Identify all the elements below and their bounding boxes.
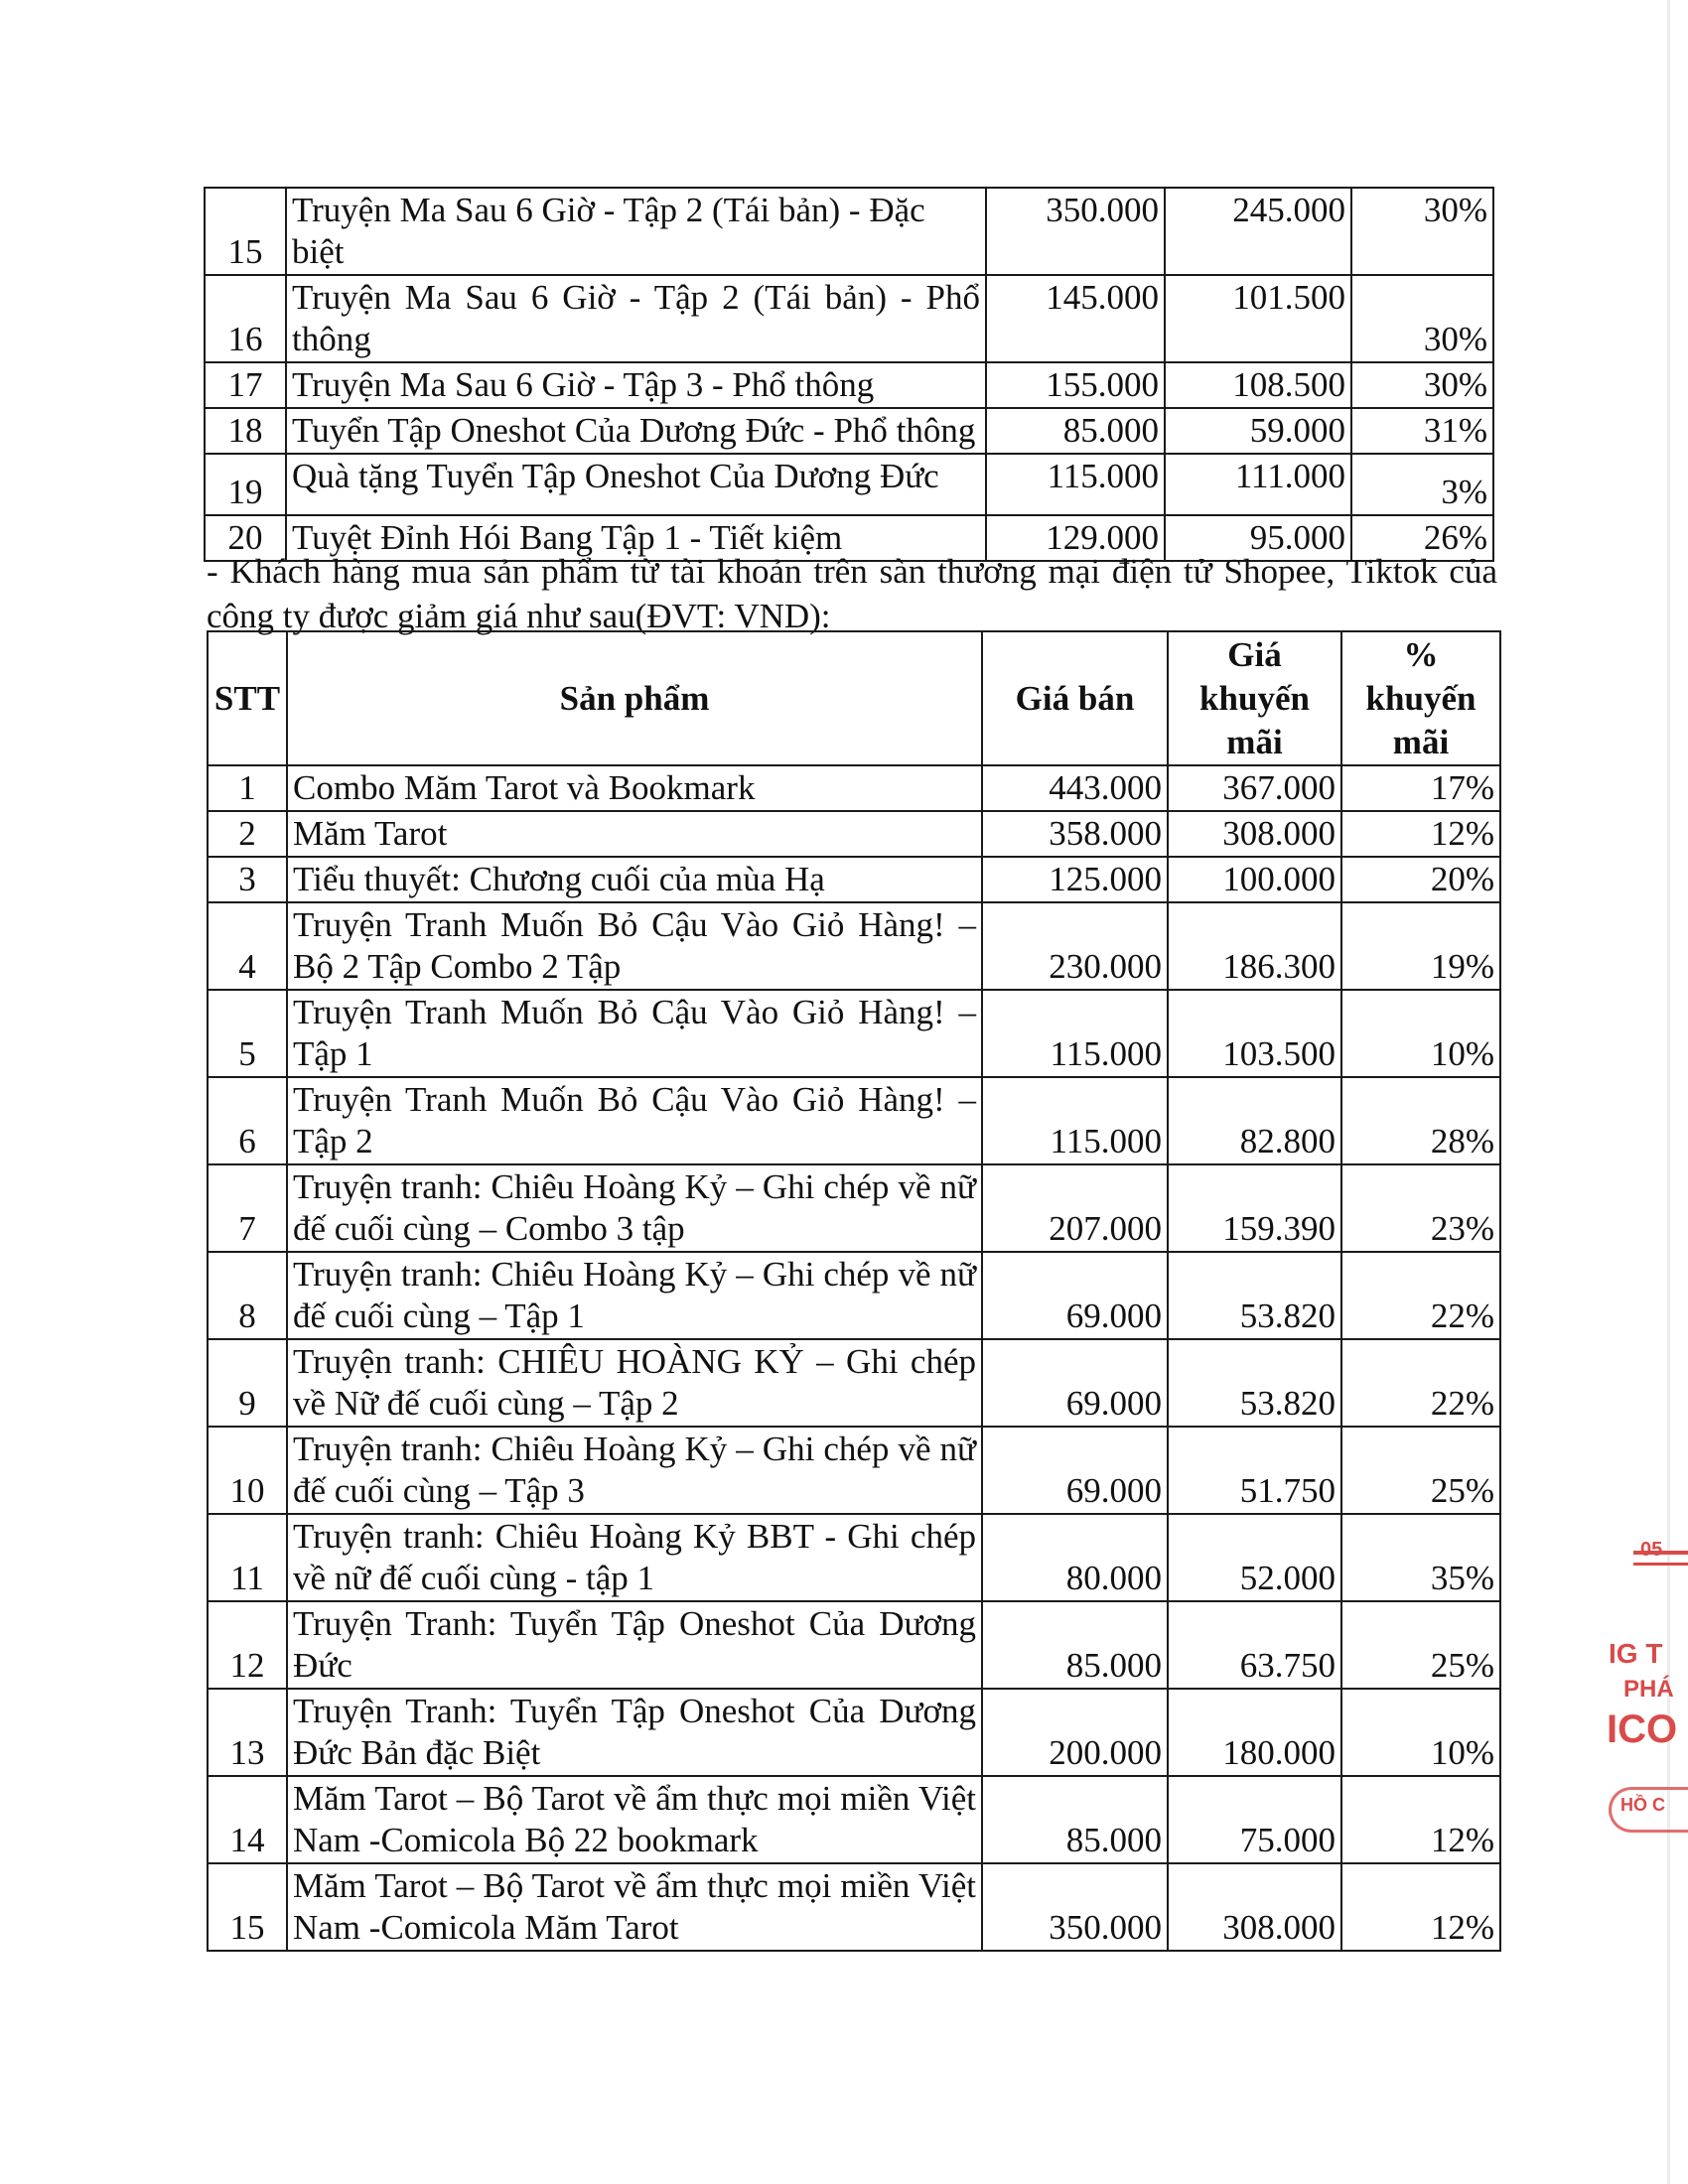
- row-discount: 28%: [1341, 1077, 1500, 1164]
- row-discount: 30%: [1351, 362, 1493, 408]
- row-promo-price: 308.000: [1168, 1863, 1341, 1951]
- row-discount: 20%: [1341, 857, 1500, 902]
- row-price: 69.000: [982, 1339, 1168, 1427]
- table-row: [208, 765, 1500, 811]
- row-promo-price: 63.750: [1168, 1601, 1341, 1689]
- row-price: 115.000: [982, 990, 1168, 1077]
- row-stt: 9: [208, 1339, 287, 1427]
- row-price: 129.000: [986, 515, 1165, 561]
- row-price: 115.000: [982, 1077, 1168, 1164]
- row-product: Truyện Tranh Muốn Bỏ Cậu Vào Giỏ Hàng! – Tập 2: [287, 1077, 982, 1164]
- row-stt: 4: [208, 902, 287, 990]
- row-product: Măm Tarot: [287, 811, 982, 857]
- row-promo-price: 51.750: [1168, 1427, 1341, 1514]
- row-discount: 31%: [1351, 408, 1493, 454]
- row-price: 145.000: [986, 275, 1165, 362]
- table-row: [208, 990, 1500, 1077]
- seal-text: IG T: [1609, 1638, 1663, 1669]
- row-discount: 25%: [1341, 1427, 1500, 1514]
- header-promo-price: Giá khuyến mãi: [1168, 631, 1341, 765]
- row-product: Truyện tranh: Chiêu Hoàng Kỷ – Ghi chép về nữ đế cuối cùng – Combo 3 tập: [287, 1164, 982, 1252]
- row-price: 358.000: [982, 811, 1168, 857]
- row-promo-price: 103.500: [1168, 990, 1341, 1077]
- row-product: Quà tặng Tuyển Tập Oneshot Của Dương Đức: [286, 454, 986, 515]
- row-discount: 26%: [1351, 515, 1493, 561]
- row-stt: 15: [208, 1863, 287, 1951]
- row-price: 125.000: [982, 857, 1168, 902]
- table-row: [208, 857, 1500, 902]
- row-price: 115.000: [986, 454, 1165, 515]
- row-stt: 20: [205, 515, 286, 561]
- row-promo-price: 186.300: [1168, 902, 1341, 990]
- price-table-continued: [204, 187, 1494, 562]
- row-promo-price: 95.000: [1165, 515, 1351, 561]
- row-stt: 12: [208, 1601, 287, 1689]
- table-row: [205, 275, 1493, 362]
- row-stt: 16: [205, 275, 286, 362]
- row-promo-price: 108.500: [1165, 362, 1351, 408]
- row-price: 200.000: [982, 1689, 1168, 1776]
- row-discount: 10%: [1341, 1689, 1500, 1776]
- intro-paragraph: - Khách hàng mua sản phẩm từ tài khoản trên sàn thương mại điện tử Shopee, Tiktok của công ty được giảm giá như sau(ĐVT: VND):: [207, 552, 1497, 635]
- table-row: [208, 1077, 1500, 1164]
- table-row: [208, 1164, 1500, 1252]
- table-row: [205, 188, 1493, 275]
- row-discount: 30%: [1351, 188, 1493, 275]
- row-price: 85.000: [982, 1601, 1168, 1689]
- row-product: Truyện tranh: Chiêu Hoàng Kỷ BBT - Ghi chép về nữ đế cuối cùng - tập 1: [287, 1514, 982, 1601]
- row-product: Truyện tranh: Chiêu Hoàng Kỷ – Ghi chép về nữ đế cuối cùng – Tập 3: [287, 1427, 982, 1514]
- row-stt: 3: [208, 857, 287, 902]
- row-promo-price: 111.000: [1165, 454, 1351, 515]
- row-promo-price: 100.000: [1168, 857, 1341, 902]
- row-stt: 1: [208, 765, 287, 811]
- row-product: Tuyển Tập Oneshot Của Dương Đức - Phổ thông: [286, 408, 986, 454]
- table-row: [208, 1427, 1500, 1514]
- row-stt: 18: [205, 408, 286, 454]
- row-product: Truyện Ma Sau 6 Giờ - Tập 3 - Phổ thông: [286, 362, 986, 408]
- row-discount: 19%: [1341, 902, 1500, 990]
- row-discount: 12%: [1341, 1776, 1500, 1863]
- row-stt: 10: [208, 1427, 287, 1514]
- row-price: 350.000: [986, 188, 1165, 275]
- row-discount: 12%: [1341, 811, 1500, 857]
- row-discount: 10%: [1341, 990, 1500, 1077]
- row-stt: 13: [208, 1689, 287, 1776]
- row-price: 69.000: [982, 1252, 1168, 1339]
- row-stt: 11: [208, 1514, 287, 1601]
- table-header-row: [208, 631, 1500, 765]
- row-discount: 17%: [1341, 765, 1500, 811]
- table-row: [205, 454, 1493, 515]
- row-product: Truyện Tranh Muốn Bỏ Cậu Vào Giỏ Hàng! – Tập 1: [287, 990, 982, 1077]
- row-product: Truyện Tranh: Tuyển Tập Oneshot Của Dương Đức: [287, 1601, 982, 1689]
- table-row: [205, 362, 1493, 408]
- row-promo-price: 367.000: [1168, 765, 1341, 811]
- table-row: [208, 1689, 1500, 1776]
- seal-text: 05: [1640, 1539, 1663, 1561]
- header-discount: % khuyến mãi: [1341, 631, 1500, 765]
- row-price: 85.000: [986, 408, 1165, 454]
- row-product: Truyện Ma Sau 6 Giờ - Tập 2 (Tái bản) - Phổ thông: [286, 275, 986, 362]
- row-discount: 30%: [1351, 275, 1493, 362]
- company-seal-fragment: [1589, 1539, 1688, 1976]
- row-price: 80.000: [982, 1514, 1168, 1601]
- row-stt: 2: [208, 811, 287, 857]
- row-discount: 12%: [1341, 1863, 1500, 1951]
- row-promo-price: 159.390: [1168, 1164, 1341, 1252]
- promotion-price-table: [207, 630, 1501, 1952]
- row-stt: 17: [205, 362, 286, 408]
- row-stt: 19: [205, 454, 286, 515]
- header-product: Sản phẩm: [287, 631, 982, 765]
- row-promo-price: 308.000: [1168, 811, 1341, 857]
- row-price: 85.000: [982, 1776, 1168, 1863]
- row-promo-price: 53.820: [1168, 1252, 1341, 1339]
- row-discount: 22%: [1341, 1339, 1500, 1427]
- row-promo-price: 101.500: [1165, 275, 1351, 362]
- row-discount: 23%: [1341, 1164, 1500, 1252]
- row-stt: 14: [208, 1776, 287, 1863]
- row-product: Truyện Tranh Muốn Bỏ Cậu Vào Giỏ Hàng! – Bộ 2 Tập Combo 2 Tập: [287, 902, 982, 990]
- row-product: Truyện Tranh: Tuyển Tập Oneshot Của Dương Đức Bản đặc Biệt: [287, 1689, 982, 1776]
- table-row: [208, 811, 1500, 857]
- row-stt: 7: [208, 1164, 287, 1252]
- seal-text: HỒ C: [1620, 1795, 1665, 1815]
- table-row: [205, 408, 1493, 454]
- row-stt: 8: [208, 1252, 287, 1339]
- row-product: Măm Tarot – Bộ Tarot về ẩm thực mọi miền Việt Nam -Comicola Bộ 22 bookmark: [287, 1776, 982, 1863]
- table-row: [208, 902, 1500, 990]
- row-product: Combo Măm Tarot và Bookmark: [287, 765, 982, 811]
- row-product: Truyện Ma Sau 6 Giờ - Tập 2 (Tái bản) - Đặc biệt: [286, 188, 986, 275]
- row-price: 230.000: [982, 902, 1168, 990]
- row-stt: 6: [208, 1077, 287, 1164]
- row-discount: 22%: [1341, 1252, 1500, 1339]
- row-price: 69.000: [982, 1427, 1168, 1514]
- table-row: [208, 1863, 1500, 1951]
- header-stt: STT: [208, 631, 287, 765]
- row-promo-price: 180.000: [1168, 1689, 1341, 1776]
- table-row: [208, 1776, 1500, 1863]
- row-product: Truyện tranh: CHIÊU HOÀNG KỶ – Ghi chép về Nữ đế cuối cùng – Tập 2: [287, 1339, 982, 1427]
- row-discount: 35%: [1341, 1514, 1500, 1601]
- row-discount: 25%: [1341, 1601, 1500, 1689]
- row-price: 350.000: [982, 1863, 1168, 1951]
- seal-text: PHÁ: [1623, 1676, 1674, 1703]
- row-product: Truyện tranh: Chiêu Hoàng Kỷ – Ghi chép về nữ đế cuối cùng – Tập 1: [287, 1252, 982, 1339]
- row-product: Măm Tarot – Bộ Tarot về ẩm thực mọi miền Việt Nam -Comicola Măm Tarot: [287, 1863, 982, 1951]
- row-price: 443.000: [982, 765, 1168, 811]
- row-promo-price: 52.000: [1168, 1514, 1341, 1601]
- row-discount: 3%: [1351, 454, 1493, 515]
- row-price: 155.000: [986, 362, 1165, 408]
- row-product: Tuyệt Đỉnh Hói Bang Tập 1 - Tiết kiệm: [286, 515, 986, 561]
- row-stt: 5: [208, 990, 287, 1077]
- table-row: [208, 1514, 1500, 1601]
- table-row: [208, 1339, 1500, 1427]
- row-promo-price: 75.000: [1168, 1776, 1341, 1863]
- row-promo-price: 53.820: [1168, 1339, 1341, 1427]
- header-price: Giá bán: [982, 631, 1168, 765]
- row-product: Tiểu thuyết: Chương cuối của mùa Hạ: [287, 857, 982, 902]
- row-stt: 15: [205, 188, 286, 275]
- row-promo-price: 245.000: [1165, 188, 1351, 275]
- row-price: 207.000: [982, 1164, 1168, 1252]
- row-promo-price: 59.000: [1165, 408, 1351, 454]
- table-row: [208, 1601, 1500, 1689]
- row-promo-price: 82.800: [1168, 1077, 1341, 1164]
- table-row: [208, 1252, 1500, 1339]
- seal-text: ICO: [1607, 1707, 1678, 1751]
